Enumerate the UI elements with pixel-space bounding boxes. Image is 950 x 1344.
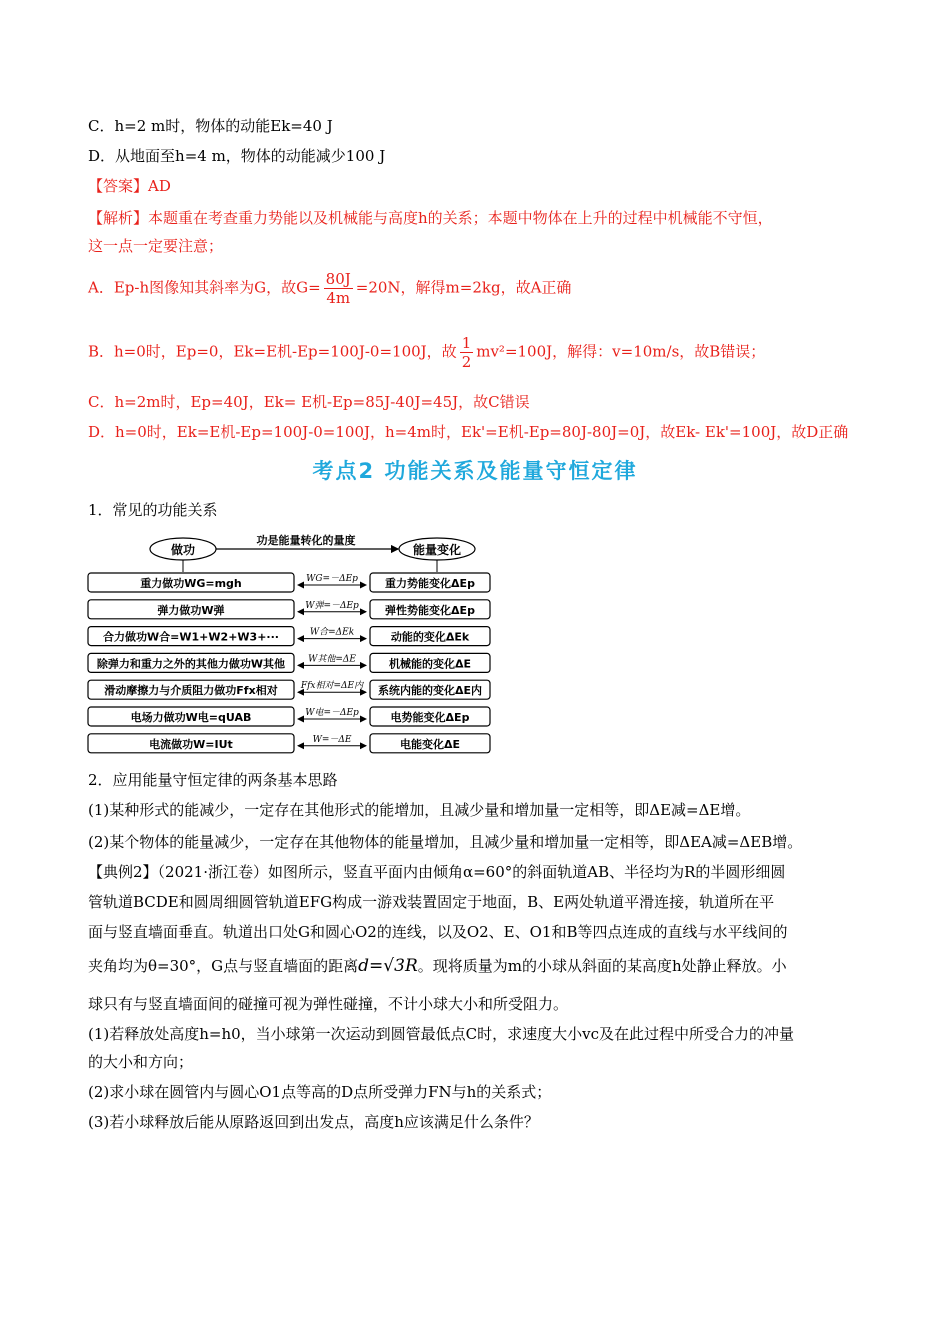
- energy-box-label: 机械能的变化ΔE: [388, 657, 472, 671]
- work-box-label: 合力做功W合=W1+W2+W3+···: [103, 630, 279, 644]
- example-line-2: 管轨道BCDE和圆周细圆管轨道EFG构成一游戏装置固定于地面，B、E两处轨道平滑连接，轨道所在平: [88, 893, 775, 911]
- energy-box-label: 电势能变化ΔEp: [390, 711, 470, 724]
- relation-label: W=－ΔE: [312, 734, 352, 745]
- analysis-a-prefix: A．Ep-h图像知其斜率为G，故G=: [88, 278, 321, 297]
- example-line-5: 球只有与竖直墙面间的碰撞可视为弹性碰撞，不计小球大小和所受阻力。: [88, 995, 569, 1013]
- work-box-label: 电流做功W=IUt: [149, 737, 233, 751]
- energy-box-label: 电能变化ΔE: [399, 737, 461, 751]
- header-arrow-label: 功是能量转化的量度: [256, 534, 356, 547]
- fraction-half-numerator: 1: [461, 334, 472, 352]
- analysis-c: C．h=2m时，Ep=40J，Ek= E机-Ep=85J-40J=45J，故C错误: [88, 393, 530, 411]
- analysis-b-suffix: mv²=100J，解得：v=10m/s，故B错误；: [476, 342, 766, 361]
- example-line-4b: 。现将质量为m的小球从斜面的某高度h处静止释放。小: [417, 957, 787, 975]
- example-line-1: 【典例2】（2021·浙江卷）如图所示，竖直平面内由倾角α=60°的斜面轨道AB、半径均为R的半圆形细圆: [88, 863, 786, 881]
- work-box-label: 重力做功WG=mgh: [140, 577, 242, 590]
- fraction-g-denominator: 4m: [326, 289, 351, 307]
- question-3: (3)若小球释放后能从原路返回到出发点，高度h应该满足什么条件？: [88, 1113, 539, 1131]
- fraction-g: [324, 270, 353, 307]
- work-box-label: 弹力做功W弹: [157, 603, 225, 617]
- relation-label: W电=－ΔEp: [305, 708, 359, 718]
- subheading-1: 1．常见的功能关系: [88, 501, 218, 519]
- relation-label: Ffx相对=ΔE内: [300, 681, 364, 692]
- distance-equation: d=√3R: [358, 956, 418, 976]
- option-d: D．从地面至h=4 m，物体的动能减少100 J: [88, 147, 386, 165]
- analysis-b: [88, 334, 765, 371]
- energy-box-label: 弹性势能变化ΔEp: [385, 603, 475, 617]
- work-box-label: 滑动摩擦力与介质阻力做功Ffx相对: [104, 684, 278, 698]
- work-box-label: 电场力做功W电=qUAB: [130, 711, 252, 724]
- fraction-g-numerator: 80J: [325, 270, 351, 288]
- question-1a: (1)若释放处高度h=h0，当小球第一次运动到圆管最低点C时，求速度大小vc及在此过程中所受合力的冲量: [88, 1025, 795, 1043]
- idea-2: (2)某个物体的能量减少，一定存在其他物体的能量增加，且减少量和增加量一定相等，即ΔEA减=ΔEB增。: [88, 833, 803, 851]
- section-title: 考点2 功能关系及能量守恒定律: [312, 459, 638, 483]
- option-c: C．h=2 m时，物体的动能Ek=40 J: [88, 117, 333, 135]
- answer-label: 【答案】AD: [88, 177, 171, 195]
- work-oval-label: 做功: [170, 543, 196, 557]
- relation-label: W合=ΔEk: [309, 627, 355, 638]
- analysis-a-suffix: =20N，解得m=2kg，故A正确: [355, 278, 572, 297]
- work-box-label: 除弹力和重力之外的其他力做功W其他: [96, 657, 286, 671]
- relation-label: W其他=ΔE: [308, 654, 356, 665]
- analysis-b-prefix: B．h=0时，Ep=0，Ek=E机-Ep=100J-0=100J，故: [88, 342, 457, 361]
- work-energy-diagram: [86, 530, 496, 758]
- relation-label: W弹=－ΔEp: [305, 600, 359, 611]
- example-line-4: [88, 956, 787, 976]
- question-1b: 的大小和方向；: [88, 1053, 194, 1071]
- analysis-intro-1: 【解析】本题重在考查重力势能以及机械能与高度h的关系；本题中物体在上升的过程中机械能不守恒，: [88, 209, 773, 227]
- analysis-intro-2: 这一点一定要注意；: [88, 237, 224, 255]
- example-line-4a: 夹角均为θ=30°，G点与竖直墙面的距离: [88, 957, 359, 975]
- analysis-a: [88, 270, 571, 307]
- analysis-d: D．h=0时，Ek=E机-Ep=100J-0=100J，h=4m时，Ek'=E机-Ep=80J-80J=0J，故Ek- Ek'=100J，故D正确: [88, 423, 849, 441]
- example-line-3: 面与竖直墙面垂直。轨道出口处G和圆心O2的连线，以及O2、E、O1和B等四点连成的直线与水平线间的: [88, 923, 788, 941]
- fraction-half: [460, 334, 474, 371]
- question-2: (2)求小球在圆管内与圆心O1点等高的D点所受弹力FN与h的关系式；: [88, 1083, 552, 1101]
- fraction-half-denominator: 2: [461, 353, 472, 371]
- energy-box-label: 重力势能变化ΔEp: [385, 577, 475, 590]
- energy-oval-label: 能量变化: [412, 543, 462, 557]
- idea-1: (1)某种形式的能减少，一定存在其他形式的能增加，且减少量和增加量一定相等，即ΔE减=ΔE增。: [88, 801, 751, 819]
- diagram-rows: [88, 573, 490, 753]
- relation-label: WG=－ΔEp: [306, 574, 358, 584]
- energy-box-label: 动能的变化ΔEk: [390, 630, 470, 644]
- energy-box-label: 系统内能的变化ΔE内: [377, 684, 483, 698]
- subheading-2: 2．应用能量守恒定律的两条基本思路: [88, 771, 338, 789]
